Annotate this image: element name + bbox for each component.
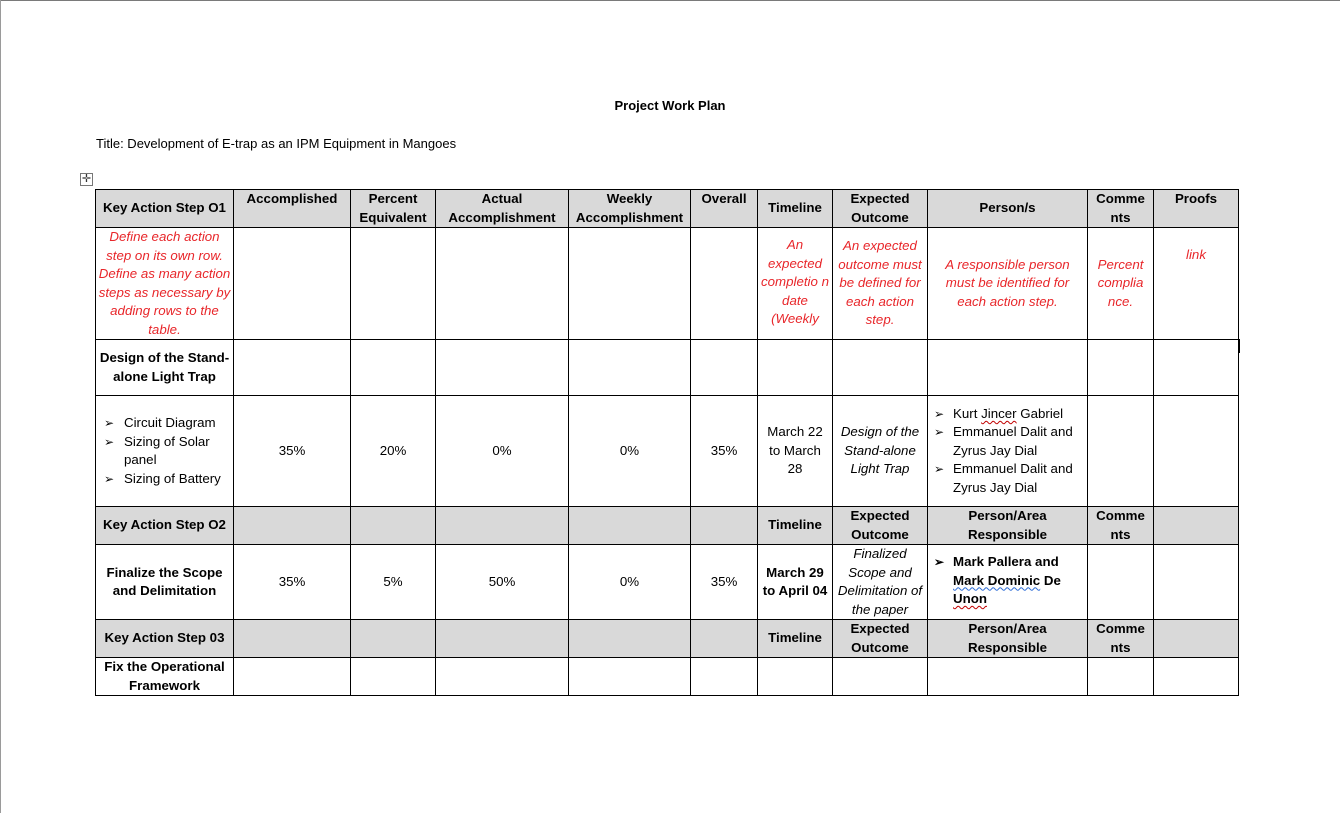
step2-accomplished[interactable]: 35%: [234, 545, 351, 620]
empty-cell[interactable]: [1154, 658, 1239, 696]
document-heading: Project Work Plan: [614, 98, 726, 113]
empty-cell[interactable]: [351, 340, 436, 396]
empty-cell: [234, 620, 351, 658]
person-name-part: Mark Pallera and: [953, 554, 1059, 569]
instruction-row: [96, 228, 1239, 340]
empty-cell: [691, 507, 758, 545]
step2-actual-accomplishment[interactable]: 50%: [436, 545, 569, 620]
header-expected-outcome-2: Expected Outcome: [833, 507, 928, 545]
step1-title[interactable]: Design of the Stand-alone Light Trap: [96, 340, 234, 396]
instruction-timeline[interactable]: An expected completio n date (Weekly: [758, 228, 833, 340]
document-title-line: Title: Development of E-trap as an IPM Equipment in Mangoes: [96, 136, 457, 151]
step1-percent-equivalent[interactable]: 20%: [351, 396, 436, 507]
header-percent-equivalent: Percent Equivalent: [351, 190, 436, 228]
empty-cell[interactable]: [928, 658, 1088, 696]
header-comments: Comme nts: [1088, 190, 1154, 228]
empty-cell[interactable]: [351, 228, 436, 340]
empty-cell[interactable]: [691, 340, 758, 396]
empty-cell[interactable]: [928, 340, 1088, 396]
instruction-persons[interactable]: A responsible person must be identified for each action step.: [928, 228, 1088, 340]
step2-expected-outcome[interactable]: Finalized Scope and Delimitation of the paper: [833, 545, 928, 620]
empty-cell[interactable]: [569, 228, 691, 340]
step2-weekly-accomplishment[interactable]: 0%: [569, 545, 691, 620]
step2-title[interactable]: Finalize the Scope and Delimitation: [96, 545, 234, 620]
empty-cell[interactable]: [1154, 396, 1239, 507]
person-item: ➢ Emmanuel Dalit and Zyrus Jay Dial: [930, 423, 1085, 460]
step2-overall[interactable]: 35%: [691, 545, 758, 620]
grammar-flagged-word: Mark Dominic: [953, 572, 1041, 588]
empty-cell: [436, 507, 569, 545]
header-persons-2: Person/Area Responsible: [928, 507, 1088, 545]
step2-persons-cell[interactable]: [928, 545, 1088, 620]
header-key-action-3: Key Action Step 03: [96, 620, 234, 658]
header-expected-outcome: Expected Outcome: [833, 190, 928, 228]
empty-cell[interactable]: [833, 658, 928, 696]
spelling-flagged-word: Unon: [953, 591, 987, 606]
header-persons: Person/s: [928, 190, 1088, 228]
task-item: ➢ Circuit Diagram: [96, 414, 233, 433]
step1-actual-accomplishment[interactable]: 0%: [436, 396, 569, 507]
step3-header-row: [96, 620, 1239, 658]
step1-accomplished[interactable]: 35%: [234, 396, 351, 507]
person-item: [930, 405, 1085, 424]
step1-timeline[interactable]: March 22 to March 28: [758, 396, 833, 507]
empty-cell: [1154, 507, 1239, 545]
empty-cell[interactable]: [1088, 545, 1154, 620]
instruction-comments[interactable]: Percent complia nce.: [1088, 228, 1154, 340]
instruction-expected-outcome[interactable]: An expected outcome must be defined for each action step.: [833, 228, 928, 340]
empty-cell[interactable]: [1088, 658, 1154, 696]
empty-cell: [351, 507, 436, 545]
empty-cell[interactable]: [569, 340, 691, 396]
person-name-part: Kurt: [953, 405, 982, 421]
person-item: ➢ Emmanuel Dalit and Zyrus Jay Dial: [930, 460, 1085, 497]
header-persons-3: Person/Area Responsible: [928, 620, 1088, 658]
step1-weekly-accomplishment[interactable]: 0%: [569, 396, 691, 507]
step1-tasks-row: [96, 396, 1239, 507]
header-comments-2: Comme nts: [1088, 507, 1154, 545]
header-actual-accomplishment: Actual Accomplishment: [436, 190, 569, 228]
empty-cell[interactable]: [351, 658, 436, 696]
empty-cell[interactable]: [1154, 545, 1239, 620]
empty-cell[interactable]: [1088, 340, 1154, 396]
empty-cell[interactable]: [1154, 340, 1239, 396]
step2-percent-equivalent[interactable]: 5%: [351, 545, 436, 620]
table-move-handle-icon[interactable]: ✛: [81, 173, 92, 185]
empty-cell[interactable]: [436, 658, 569, 696]
person-item: [930, 553, 1085, 609]
header-overall: Overall: [691, 190, 758, 228]
empty-cell: [569, 507, 691, 545]
instruction-key-action[interactable]: Define each action step on its own row. Define as many action steps as necessary by adding rows to the table.: [96, 228, 234, 340]
step2-timeline[interactable]: March 29 to April 04: [758, 545, 833, 620]
empty-cell[interactable]: [234, 228, 351, 340]
step1-persons-list: [930, 405, 1085, 498]
header-key-action: Key Action Step O1: [96, 190, 234, 228]
empty-cell[interactable]: [234, 340, 351, 396]
step1-overall[interactable]: 35%: [691, 396, 758, 507]
empty-cell[interactable]: [1088, 396, 1154, 507]
empty-cell[interactable]: [691, 228, 758, 340]
step1-task-list: [96, 414, 233, 488]
header-expected-outcome-3: Expected Outcome: [833, 620, 928, 658]
empty-cell[interactable]: [234, 658, 351, 696]
work-plan-table: [95, 189, 1239, 696]
header-accomplished: Accomplished: [234, 190, 351, 228]
empty-cell: [1154, 620, 1239, 658]
header-comments-3: Comme nts: [1088, 620, 1154, 658]
step2-persons-list: [930, 553, 1085, 609]
empty-cell[interactable]: [569, 658, 691, 696]
header-timeline-2: Timeline: [758, 507, 833, 545]
person-name-part: Gabriel: [1016, 405, 1064, 421]
empty-cell: [351, 620, 436, 658]
header-weekly-accomplishment: Weekly Accomplishment: [569, 190, 691, 228]
window-top-border: [0, 0, 1340, 1]
empty-cell[interactable]: [691, 658, 758, 696]
empty-cell[interactable]: [758, 340, 833, 396]
empty-cell: [234, 507, 351, 545]
empty-cell: [691, 620, 758, 658]
step3-title[interactable]: Fix the Operational Framework: [96, 658, 234, 696]
step3-row: [96, 658, 1239, 696]
header-timeline-3: Timeline: [758, 620, 833, 658]
header-timeline: Timeline: [758, 190, 833, 228]
empty-cell: [569, 620, 691, 658]
step2-header-row: [96, 507, 1239, 545]
empty-cell[interactable]: [436, 340, 569, 396]
step1-expected-outcome[interactable]: Design of the Stand-alone Light Trap: [833, 396, 928, 507]
task-item: ➢ Sizing of Battery: [96, 470, 233, 489]
empty-cell[interactable]: [436, 228, 569, 340]
empty-cell: [436, 620, 569, 658]
header-key-action-2: Key Action Step O2: [96, 507, 234, 545]
step1-persons-cell[interactable]: [928, 396, 1088, 507]
header-row: [96, 190, 1239, 228]
empty-cell[interactable]: [833, 340, 928, 396]
step1-title-row: [96, 340, 1239, 396]
step2-row: [96, 545, 1239, 620]
person-name-part: De: [1040, 572, 1061, 588]
step1-task-list-cell[interactable]: [96, 396, 234, 507]
spelling-flagged-word: Jincer: [981, 405, 1017, 421]
instruction-proofs[interactable]: link: [1154, 228, 1239, 340]
header-proofs: Proofs: [1154, 190, 1239, 228]
window-left-border: [0, 0, 1, 813]
empty-cell[interactable]: [758, 658, 833, 696]
text-cursor: [1239, 339, 1240, 353]
task-item: ➢ Sizing of Solar panel: [96, 433, 233, 470]
